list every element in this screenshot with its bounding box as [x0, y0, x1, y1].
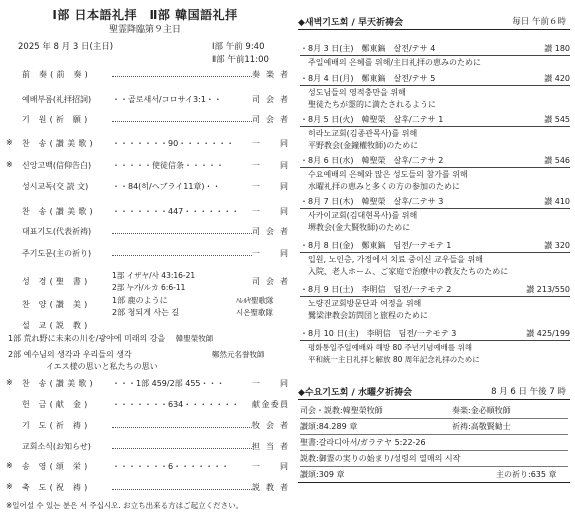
prayer-meetings-panel: ◆새벽기도회 / 早天祈祷会 毎日 午前６時 ・8月 3 日(主) 鄭東鎬 살전/テサ 4 讃 180 주일예배의 은혜를 위해/主日礼拝の恵みのために ・8月 4 日(月) 鄭東鎬 살전/テサ 5 讃 420 성도님들의 영적충만을 위해 聖徒たちが霊的に満たされるように ・8月 5 日(火) 韓聖榮 살후/二テサ 1 讃 545 히라노교회(김종관목사)를 위해 平野教会(金鐘權牧師)のために ・8月 6 日(水) 韓聖榮 살후/二テサ 2 讃 546 수요예배의 은혜와 많은 성도들의 참가를 위해 水曜礼拝の恵みと多くの方の参加のために ・8月 7 日(木) 韓聖榮 살후/二テサ 3 讃 410 사카이교회(김대현목사)를 위해 堺教会(金大賢牧師)のために ・8月 8 日(金) 鄭東鎬 딤전/一テモテ 1 讃 320 입원, 노인층, 가정에서 치료 중이신 교우들을 위해 入院、老人ホーム、ご家庭で治療中の教友たちのために ・8月 9 日(土) 李明信 딤전/一テモテ 2 讃 213/550 노량진교회방문단과 여정을 위해 鷺梁津教会訪問団と旅程のために ・8月 10 日(主) 李明信 딤전/一テモテ 3 讃 425/199 평화통일주일예배와 해방 80 주년기념예배를 위해 平和統一主日礼拝と解放 80 周年記念礼拝のために ◆수요기도회 / 水曜夕祈祷会 8 月 6 日 午後 7 時 司会・説教:韓聖榮牧師 奏楽:金必順牧師 讃頌:84.289 章 祈祷:高敬賢勧士 聖書:갈라디아서/ガラテヤ 5:22-26 説教:御霊の実りの始まり/성령의 열매의 시작 讃頌:309 章 主の祈り:635 章: [298, 0, 570, 518]
order-row: ※ 찬 송(讃美歌) ・・・・・・・90・・・・・・・ 一 同: [6, 138, 288, 148]
order-row: ※ 찬 송(讃美歌) ・・・1部 459/2部 455・・・ 一 同: [6, 378, 288, 388]
dawn-entry-line: 노량진교회방문단과 여정을 위해: [308, 299, 422, 308]
dawn-entry-line: 성도님들의 영적충만을 위해: [308, 88, 406, 97]
dawn-entry-header: ・8月 3 日(主) 鄭東鎬 살전/テサ 4 讃 180: [300, 43, 570, 56]
dawn-entry-header: ・8月 9 日(土) 李明信 딤전/一テモテ 2 讃 213/550: [300, 284, 570, 297]
order-row: ※ 축 도(祝 祷) 説教者: [6, 482, 288, 492]
dawn-entry-line: 聖徒たちが霊的に満たされるように: [308, 100, 436, 109]
dawn-entry-line: 사카이교회(김대현목사)를 위해: [308, 211, 418, 220]
order-row: 대표기도(代表祈祷) 司会者: [22, 227, 288, 236]
order-row: ※ 신앙고백(信仰告白) ・・・・・使徒信条・・・・・ 一 同: [6, 160, 288, 170]
anthem-row: 찬 양(讃 美) 1部 鹿のように 2部 청되게 사는 길 ﾊﾚﾙﾔ聖歌隊 시온聖歌隊: [22, 296, 274, 317]
order-row: 기 도(祈 祷) 牧会者: [22, 421, 288, 430]
sermon-part2-preacher: 鄭然元名誉牧師: [212, 350, 265, 359]
dawn-entry-header: ・8月 7 日(木) 韓聖榮 살후/二テサ 3 讃 410: [300, 196, 570, 209]
dawn-entry-line: 鷺梁津教会訪問団と旅程のために: [308, 311, 428, 320]
dawn-entry-header: ・8月 6 日(水) 韓聖榮 살후/二テサ 2 讃 546: [300, 155, 570, 168]
dawn-entry-line: 平野教会(金鐘權牧師)のために: [308, 141, 419, 150]
dawn-entry-line: 히라노교회(김종관목사)를 위해: [308, 129, 418, 138]
wed-prayer-header: ◆수요기도회 / 水曜夕祈祷会 8 月 6 日 午後 7 時: [298, 385, 570, 400]
dawn-entry-line: 堺教会(金大賢牧師)のために: [308, 223, 411, 232]
dawn-entry-header: ・8月 4 日(月) 鄭東鎬 살전/テサ 5 讃 420: [300, 73, 570, 86]
service-date: 2025 年 8 月 3 日(主日): [18, 42, 114, 52]
order-row: 주기도문(主の祈り) 一 同: [22, 249, 288, 258]
footnote: ※일어설 수 있는 분은 서 주십시오. お立ち出来る方はご起立ください。: [6, 501, 244, 510]
sermon-part2: 2部 예수님의 생각과 우리들의 생각: [8, 350, 132, 359]
dawn-entry-line: 水曜礼拝の恵みと多くの方の参加のために: [308, 182, 460, 191]
service-time-part2: Ⅱ部 午前11:00: [212, 55, 269, 65]
order-row: 헌 금(献 金) ・・・・・・・634・・・・・・・ 献金委員: [22, 400, 288, 409]
order-row: ※ 송 영(頌 栄) ・・・・・・・6・・・・・・・ 一 同: [6, 461, 288, 471]
order-row: 찬 송(讃美歌) ・・・・・・・447・・・・・・・ 一 同: [22, 207, 288, 216]
sermon-part2-japanese: イエス様の思いと私たちの思い: [46, 362, 158, 371]
dawn-entry-header: ・8月 8 日(金) 鄭東鎬 딤전/一テモテ 1 讃 320: [300, 240, 570, 253]
dawn-prayer-header: ◆새벽기도회 / 早天祈祷会 毎日 午前６時: [298, 15, 570, 30]
order-row: 예배부름(礼拝招詞) ・・골로새서/コロサイ3:1・・ 司会者: [22, 95, 288, 104]
dawn-entry-line: 주일예배의 은혜를 위해/主日礼拝の恵みのために: [308, 58, 482, 67]
dawn-entry-line: 入院、老人ホーム、ご家庭で治療中の教友たちのために: [308, 267, 509, 276]
order-row: 기 원(祈 願) 司会者: [22, 115, 288, 124]
page-title: Ⅰ部 日本語礼拝 Ⅱ部 韓国語礼拝: [52, 8, 238, 22]
order-row: 성시교독(交 読 文) ・・84(히/ヘブライ11章)・・ 一 同: [22, 182, 288, 191]
scripture-row: 성 경(聖 書) 1部 イザヤ/사 43:16-21 2部 누가/ルカ 6:6-11 司会者: [22, 271, 288, 292]
order-row: 前 奏(前 奏) 奏楽者: [22, 70, 288, 79]
dawn-entry-line: 평화통일주일예배와 해방 80 주년기념예배를 위해: [308, 343, 472, 352]
dawn-entry-header: ・8月 10 日(主) 李明信 딤전/一テモテ 3 讃 425/199: [300, 328, 570, 341]
dawn-entry-line: 입원, 노인층, 가정에서 치료 중이신 교우들을 위해: [308, 255, 483, 264]
service-time-part1: Ⅰ部 午前 9:40: [212, 42, 265, 52]
page-subtitle: 聖霊降臨第９主日: [108, 25, 181, 35]
sermon-part1: 1部 荒れ野に未来の川を/광야에 미래의 강을 韓聖榮牧師: [8, 334, 214, 343]
order-row: 교회소식(お知らせ) 担当者: [22, 442, 288, 451]
dawn-entry-line: 平和統一主日礼拝と解放 80 周年記念礼拝のために: [308, 355, 480, 364]
dawn-entry-line: 수요예배의 은혜와 많은 성도들의 참가를 위해: [308, 170, 468, 179]
sermon-row: 설 교(説 教): [22, 321, 91, 330]
dawn-entry-header: ・8月 5 日(火) 韓聖榮 살후/二テサ 1 讃 545: [300, 114, 570, 127]
